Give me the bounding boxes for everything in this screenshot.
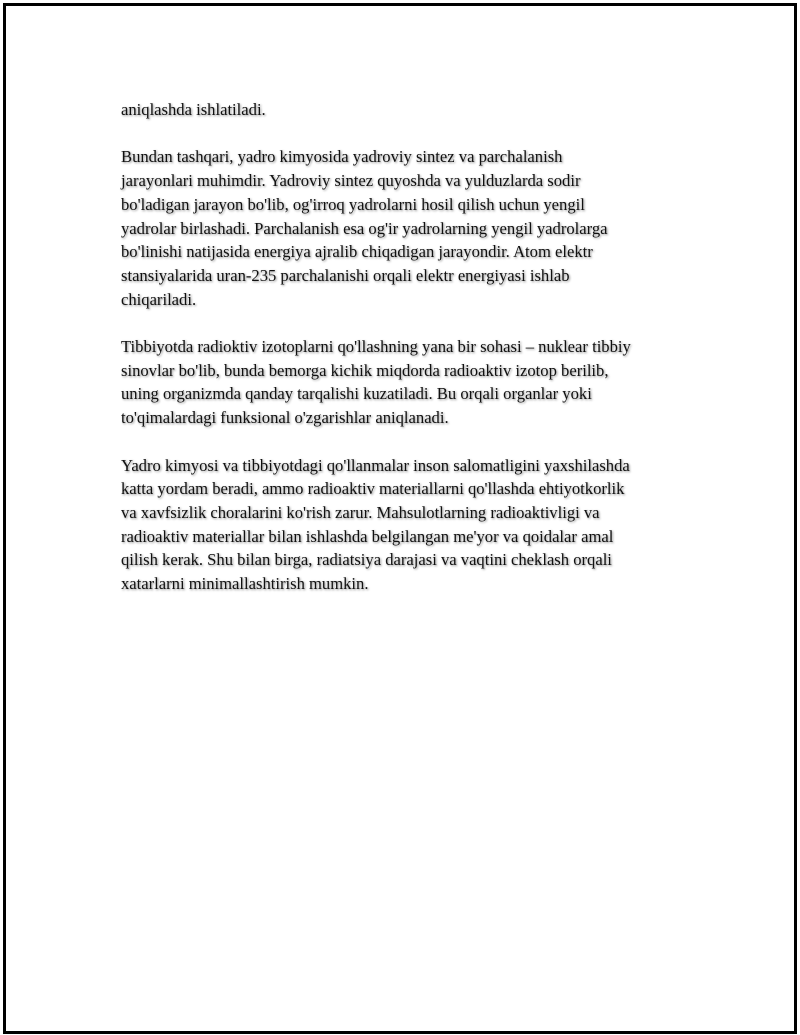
text-line: xatarlarni minimallashtirish mumkin. [121, 574, 369, 594]
text-line: sinovlar bo'lib, bunda bemorga kichik miqdorda radioaktiv izotop berilib, [121, 360, 609, 380]
text-line: Yadro kimyosi va tibbiyotdagi qo'llanmalar inson salomatligini yaxshilashda [121, 455, 630, 475]
paragraph-3 [121, 335, 701, 430]
text-line: bo'ladigan jarayon bo'lib, og'irroq yadrolarni hosil qilish uchun yengil [121, 194, 585, 214]
text-line: yadrolar birlashadi. Parchalanish esa og'ir yadrolarning yengil yadrolarga [121, 218, 608, 238]
text-line: qilish kerak. Shu bilan birga, radiatsiya darajasi va vaqtini cheklash orqali [121, 550, 612, 570]
page-border [3, 3, 797, 1034]
text-line: to'qimalardagi funksional o'zgarishlar aniqlanadi. [121, 408, 449, 428]
text-line: stansiyalarida uran-235 parchalanishi orqali elektr energiyasi ishlab [121, 265, 570, 285]
text-line: jarayonlari muhimdir. Yadroviy sintez quyoshda va yulduzlarda sodir [121, 171, 581, 191]
text-line: uning organizmda qanday tarqalishi kuzatiladi. Bu orqali organlar yoki [121, 384, 592, 404]
text-line: Tibbiyotda radioktiv izotoplarni qo'llashning yana bir sohasi – nuklear tibbiy [121, 337, 631, 356]
paragraph-1 [121, 98, 701, 122]
text-line: chiqariladi. [121, 289, 197, 309]
document-body [121, 98, 701, 619]
text-line: radioaktiv materiallar bilan ishlashda belgilangan me'yor va qoidalar amal [121, 526, 614, 546]
paragraph-2 [121, 145, 701, 311]
text-line: Bundan tashqari, yadro kimyosida yadroviy sintez va parchalanish [121, 147, 563, 167]
text-line: bo'linishi natijasida energiya ajralib chiqadigan jarayondir. Atom elektr [121, 242, 593, 262]
text-line: va xavfsizlik choralarini ko'rish zarur. Mahsulotlarning radioaktivligi va [121, 502, 600, 522]
paragraph-4 [121, 454, 701, 596]
text-line: katta yordam beradi, ammo radioaktiv materiallarni qo'llashda ehtiyotkorlik [121, 479, 625, 499]
text-line: aniqlashda ishlatiladi. [121, 100, 266, 119]
